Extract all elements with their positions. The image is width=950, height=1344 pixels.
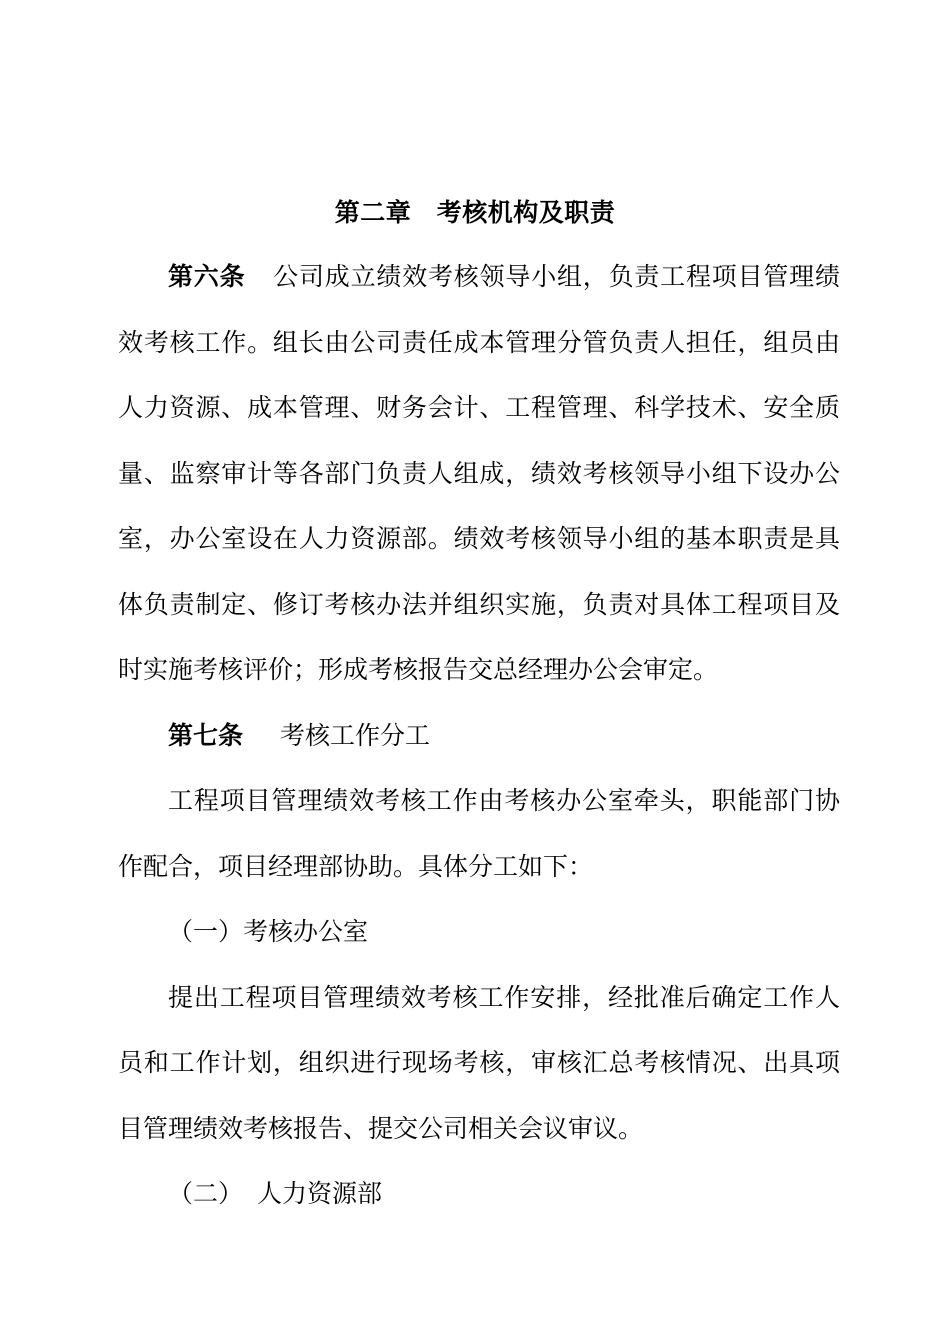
section-2-title: 人力资源部 — [257, 1179, 383, 1208]
section-2-heading-line — [118, 1161, 840, 1227]
section-1-text: 提出工程项目管理绩效考核工作安排，经批准后确定工作人员和工作计划，组织进行现场考核，审核汇总考核情况、出具项目管理绩效考核报告、提交公司相关会议审议。 — [118, 982, 840, 1143]
article-7-heading — [118, 703, 840, 769]
article-7-label: 第七条 — [168, 720, 244, 750]
article-7-intro: 工程项目管理绩效考核工作由考核办公室牵头，职能部门协作配合，项目经理部协助。具体分工如下： — [118, 786, 840, 881]
article-7-title: 考核工作分工 — [280, 720, 431, 750]
section-1-heading: （一）考核办公室 — [168, 917, 369, 946]
document-body — [118, 244, 840, 1227]
article-6-paragraph — [118, 244, 840, 703]
article-6-label: 第六条 — [168, 262, 246, 291]
section-2-heading: （二） — [168, 1179, 244, 1208]
chapter-title: 第二章 考核机构及职责 — [334, 198, 616, 227]
article-6-text: 公司成立绩效考核领导小组，负责工程项目管理绩效考核工作。组长由公司责任成本管理分管负责人担任，组员由人力资源、成本管理、财务会计、工程管理、科学技术、安全质量、监察审计等各部门负责人组成，绩效考核领导小组下设办公室，办公室设在人力资源部。绩效考核领导小组的基本职责是具体负责制定、修订考核办法并组织实施，负责对具体工程项目及时实施考核评价；形成考核报告交总经理办公会审定。 — [118, 262, 840, 684]
